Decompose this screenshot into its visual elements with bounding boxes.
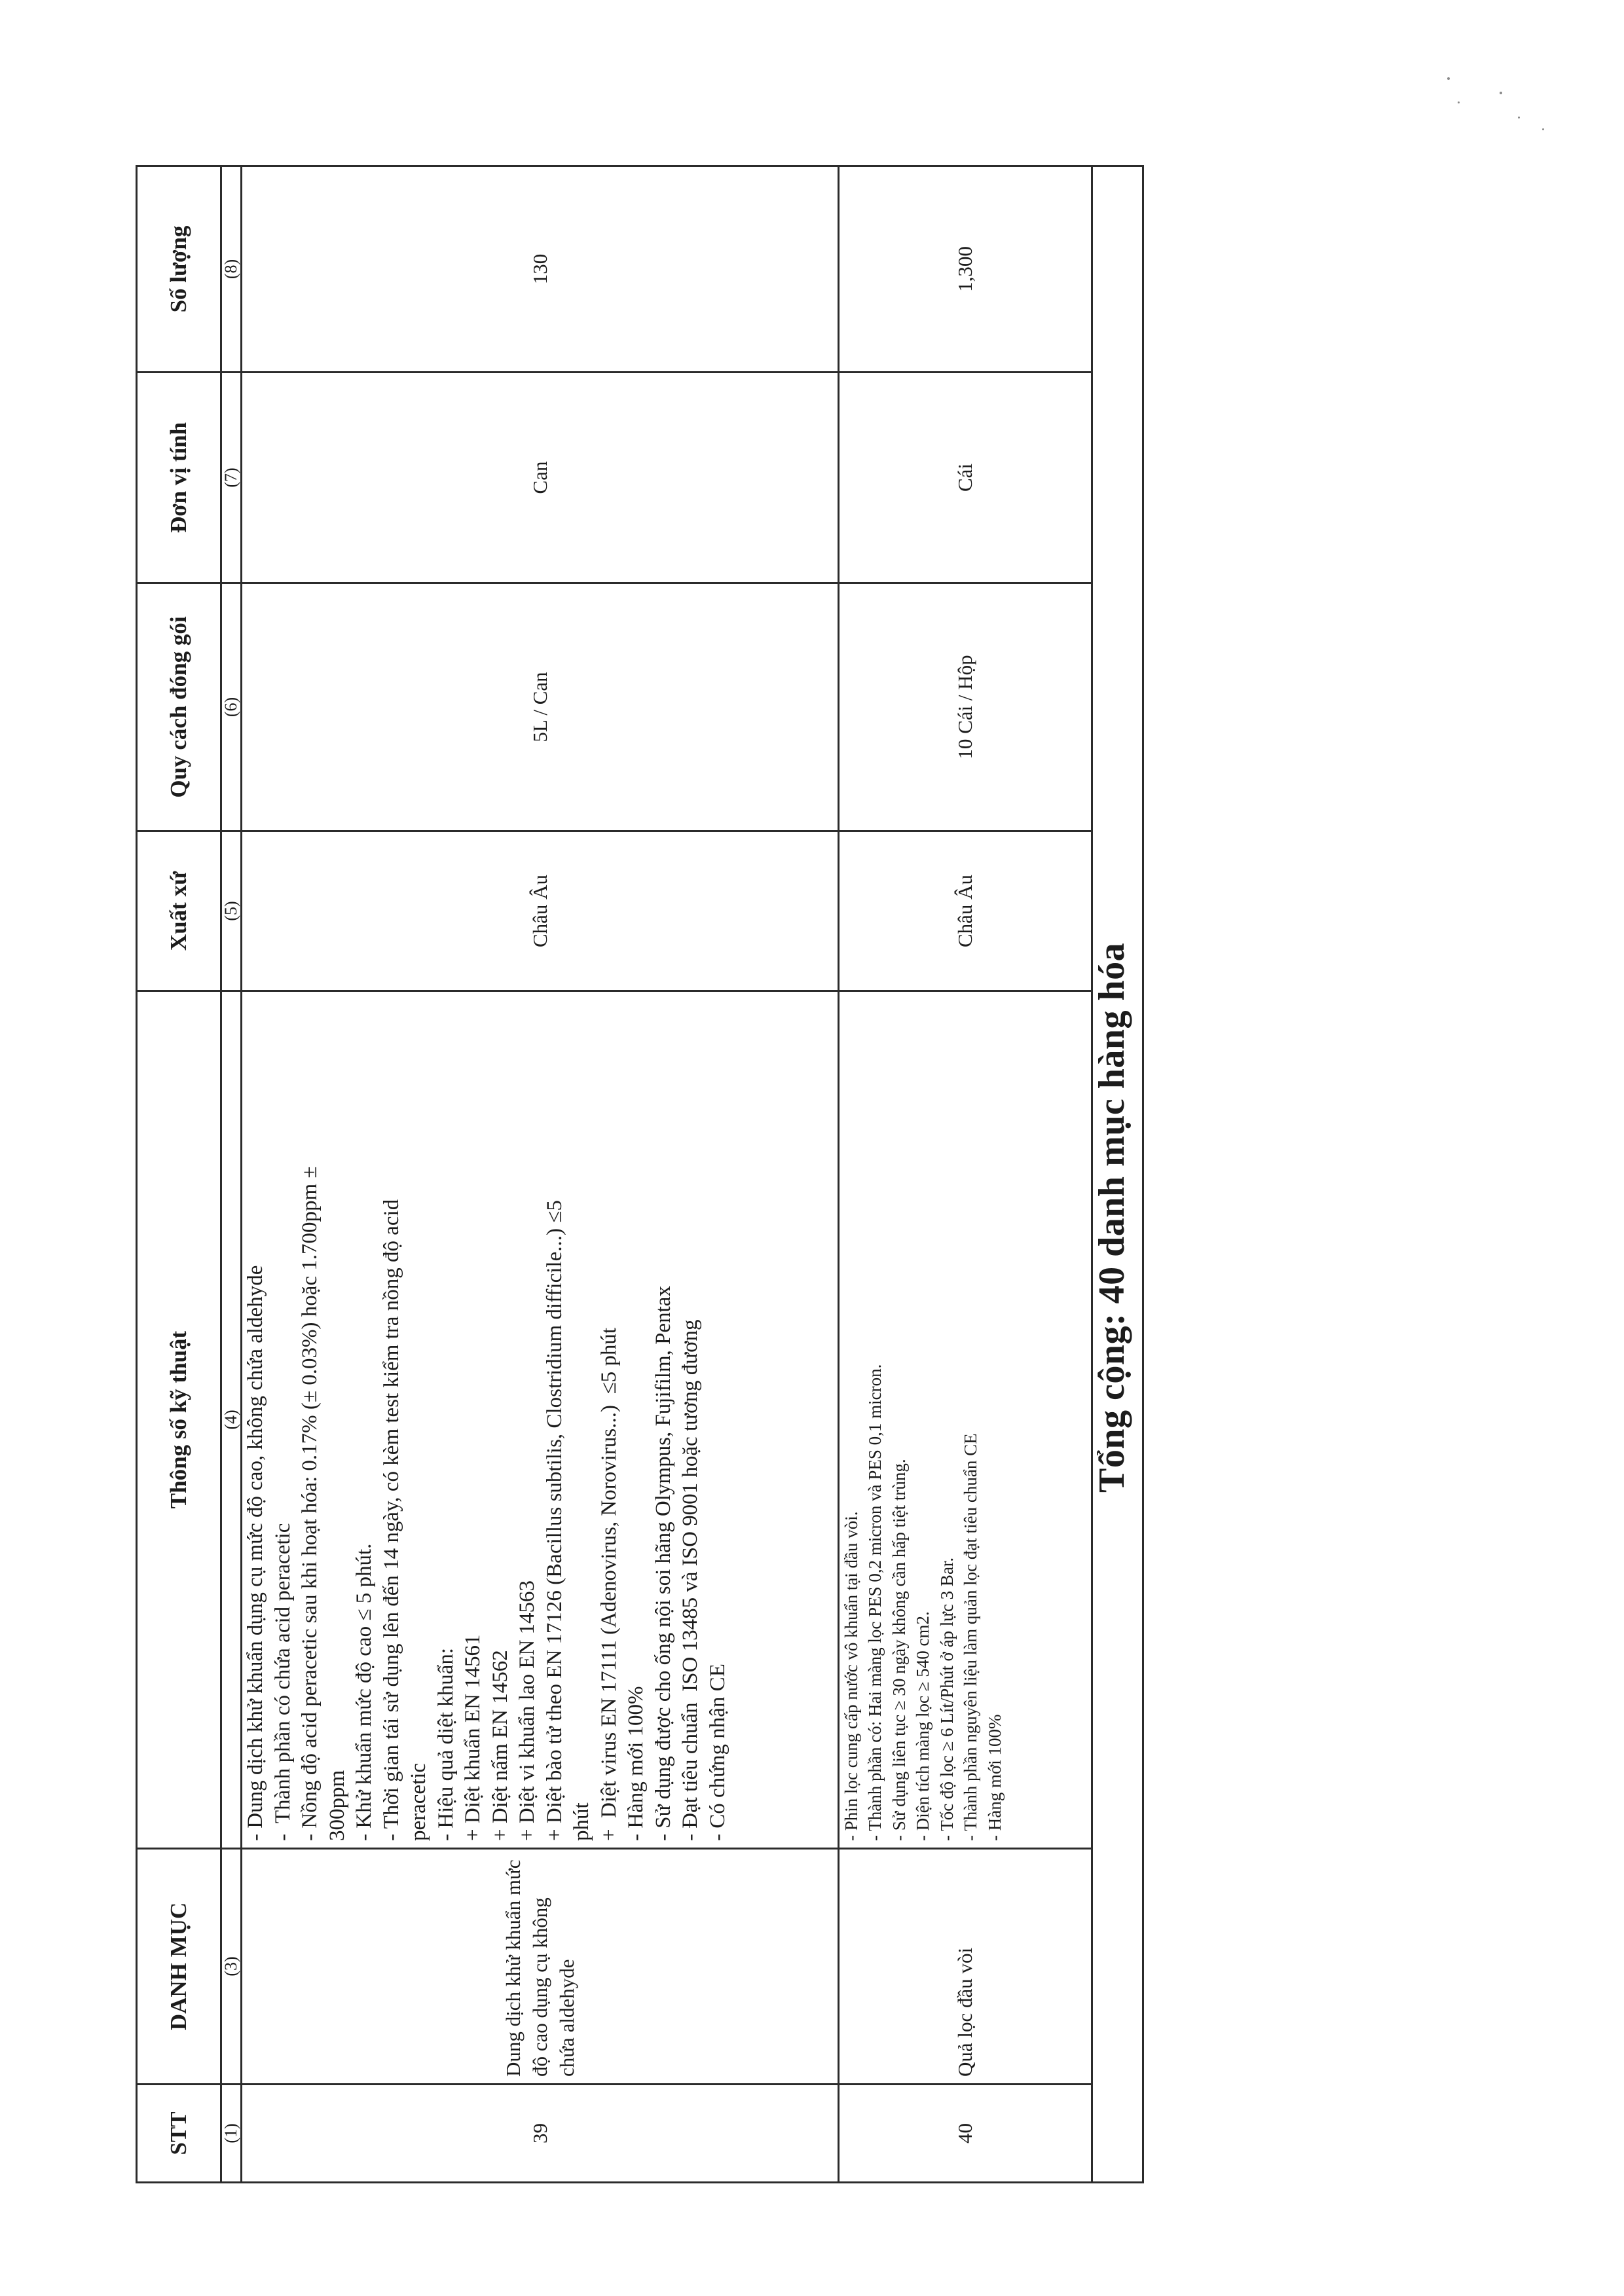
row-unit: Can	[242, 373, 839, 583]
spec-line: - Hàng mới 100%	[624, 1686, 648, 1841]
row-quantity: 1,300	[838, 166, 1092, 373]
spec-line: phút	[570, 1802, 594, 1841]
scan-speck	[1518, 117, 1520, 118]
header-stt: STT	[137, 2085, 221, 2183]
header-quantity: Số lượng	[137, 166, 221, 373]
column-number: (5)	[221, 831, 242, 991]
spec-line: + Diệt bào tử theo EN 17126 (Bacillus subtilis, Clostridium difficile...) ≤5	[542, 1200, 566, 1841]
header-row	[137, 166, 221, 2183]
spec-line: - Nồng độ acid peracetic sau khi hoạt hóa: 0.17% (± 0.03%) hoặc 1.700ppm ±	[298, 1166, 322, 1841]
spec-line: - Đạt tiêu chuẩn ISO 13485 và ISO 9001 hoặc tương đương	[678, 1319, 703, 1841]
spec-line: - Hàng mới 100%	[984, 1714, 1005, 1841]
row-origin: Châu Âu	[242, 831, 839, 991]
spec-line: - Phin lọc cung cấp nước vô khuẩn tại đầu vòi.	[841, 1511, 861, 1841]
spec-line: - Sử dụng liên tục ≥ 30 ngày không cần hấp tiệt trùng.	[889, 1459, 909, 1841]
row-unit: Cái	[838, 373, 1092, 583]
spec-line: - Hiệu quả diệt khuẩn:	[434, 1647, 458, 1841]
row-packaging: 10 Cái / Hộp	[838, 583, 1092, 831]
spec-line: + Diệt virus EN 17111 (Adenovirus, Norovirus...) ≤5 phút	[597, 1327, 621, 1841]
table-row	[242, 166, 839, 2183]
total-label: Tổng cộng: 40 danh mục hàng hóa	[1092, 942, 1132, 1493]
column-number: (6)	[221, 583, 242, 831]
row-origin: Châu Âu	[838, 831, 1092, 991]
column-number: (3)	[221, 1849, 242, 2085]
spec-line: - Sử dụng được cho ống nội soi hãng Olympus, Fujifilm, Pentax	[651, 1286, 675, 1841]
spec-line: - Thành phần có: Hai màng lọc PES 0,2 micron và PES 0,1 micron.	[865, 1364, 885, 1841]
rotated-table-sheet	[136, 167, 1144, 2183]
spec-line: - Thành phần có chứa acid peracetic	[270, 1523, 295, 1841]
header-category: DANH MỤC	[137, 1849, 221, 2085]
row-stt: 40	[838, 2085, 1092, 2183]
row-stt: 39	[242, 2085, 839, 2183]
spec-line: - Diện tích màng lọc ≥ 540 cm2.	[913, 1611, 933, 1841]
row-category: Quả lọc đầu vòi	[838, 1849, 1092, 2085]
scan-speck	[1447, 77, 1450, 80]
header-specs: Thông số kỹ thuật	[137, 991, 221, 1849]
spec-line: - Có chứng nhận CE	[705, 1664, 729, 1841]
goods-table	[136, 165, 1144, 2183]
spec-line: - Tốc độ lọc ≥ 6 Lít/Phút ở áp lực 3 Bar.	[936, 1557, 957, 1841]
scan-speck	[1500, 92, 1502, 94]
spec-line: + Diệt vi khuẩn lao EN 14563	[515, 1580, 540, 1841]
spec-line: - Khử khuẩn mức độ cao ≤ 5 phút.	[352, 1543, 377, 1841]
header-unit: Đơn vị tính	[137, 373, 221, 583]
spec-line: + Diệt nấm EN 14562	[488, 1650, 512, 1841]
column-number: (7)	[221, 373, 242, 583]
row-specs	[242, 991, 839, 1849]
row-category: Dung dịch khử khuẩn mức độ cao dụng cụ không chứa aldehyde	[242, 1849, 839, 2085]
row-quantity: 130	[242, 166, 839, 373]
column-number-row	[221, 166, 242, 2183]
spec-line: - Dung dịch khử khuẩn dụng cụ mức độ cao, không chứa aldehyde	[244, 1265, 268, 1841]
table-row	[838, 166, 1092, 2183]
header-packaging: Quy cách đóng gói	[137, 583, 221, 831]
spec-line: - Thành phần nguyên liệu làm quản lọc đạt tiêu chuẩn CE	[961, 1433, 981, 1841]
column-number: (4)	[221, 991, 242, 1849]
spec-line: 300ppm	[325, 1770, 349, 1841]
column-number: (1)	[221, 2085, 242, 2183]
scan-speck	[1458, 101, 1460, 103]
spec-line: - Thời gian tái sử dụng lên đến 14 ngày, có kèm test kiểm tra nồng độ acid	[379, 1199, 403, 1841]
spec-line: peracetic	[407, 1762, 431, 1841]
row-packaging: 5L / Can	[242, 583, 839, 831]
spec-line: + Diệt khuẩn EN 14561	[461, 1634, 485, 1841]
header-origin: Xuất xứ	[137, 831, 221, 991]
column-number: (8)	[221, 166, 242, 373]
scan-speck	[1542, 128, 1544, 130]
row-specs	[838, 991, 1092, 1849]
